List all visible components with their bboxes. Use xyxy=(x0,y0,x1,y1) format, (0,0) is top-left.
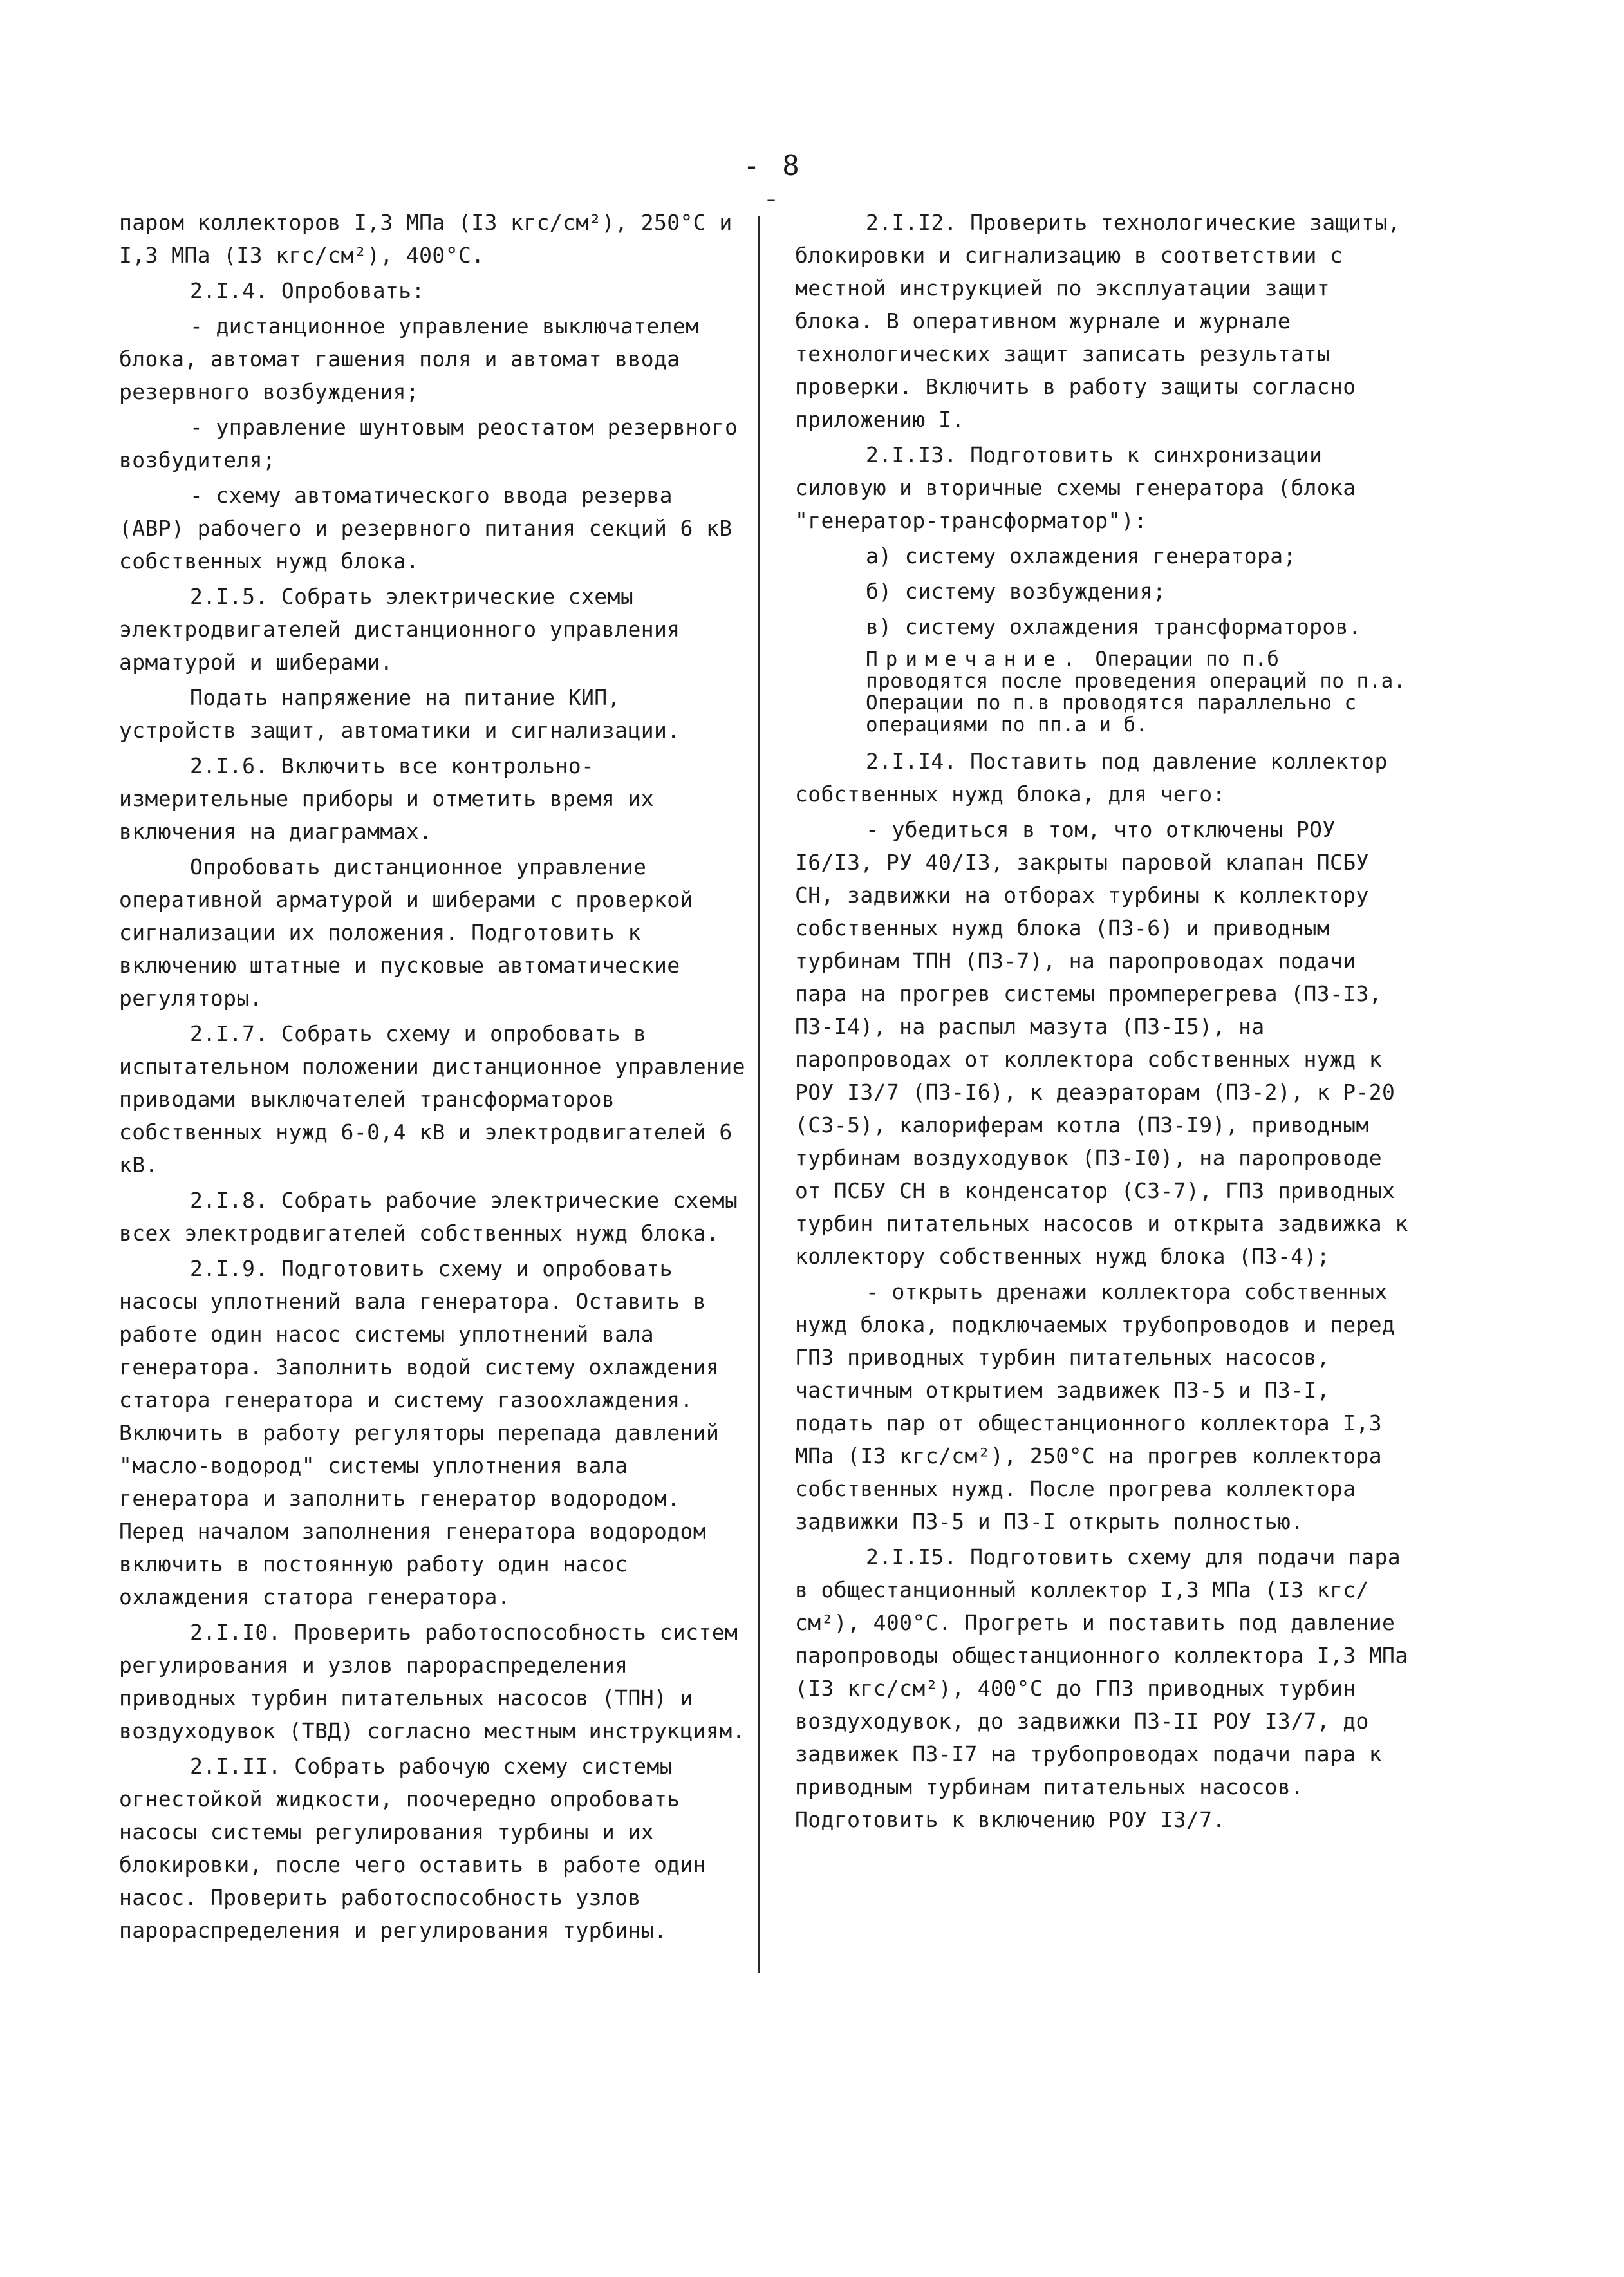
paragraph: 2.I.8. Собрать рабочие электрические схемы всех электродвигателей собственных нужд блока. xyxy=(119,1188,738,1246)
paragraph: 2.I.9. Подготовить схему и опробовать насосы уплотнений вала генератора. Оставить в работе один насос системы уплотнений вала генератора. Заполнить водой систему охлаждения статора генератора и систему газоохлаждения. Включить в работу регуляторы перепада давлений "масло-водород" системы уплотнения вала генератора и заполнить генератор водородом. Перед началом заполнения генератора водородом включить в постоянную работу один насос охлаждения статора генератора. xyxy=(119,1256,720,1609)
paragraph: паром коллекторов I,3 МПа (I3 кгс/см²), 250°С и I,3 МПа (I3 кгс/см²), 400°С. xyxy=(119,210,733,268)
list-item: в) систему охлаждения трансформаторов. xyxy=(866,614,1362,639)
paragraph: Подать напряжение на питание КИП, устройств защит, автоматики и сигнализации. xyxy=(119,685,680,743)
paragraph: 2.I.I0. Проверить работоспособность систем регулирования и узлов парораспределения приводных турбин питательных насосов (ТПН) и воздуходувок (ТВД) согласно местным инструкциям. xyxy=(119,1620,745,1743)
paragraph: 2.I.5. Собрать электрические схемы электродвигателей дистанционного управления арматурой и шиберами. xyxy=(119,584,680,675)
paragraph: - управление шунтовым реостатом резервного возбудителя; xyxy=(119,415,738,473)
paragraph: 2.I.6. Включить все контрольно-измерительные приборы и отметить время их включения на диаграммах. xyxy=(119,753,654,844)
paragraph: - убедиться в том, что отключены РОУ I6/I3, РУ 40/I3, закрыты паровой клапан ПСБУ СН, задвижки на отборах турбины к коллектору собственных нужд блока (ПЗ-6) и приводным турбинам ТПН (ПЗ-7), на паропроводах подачи пара на прогрев системы промперегрева (ПЗ-I3, ПЗ-I4), на распыл мазута (ПЗ-I5), на паропроводах от коллектора собственных нужд к РОУ I3/7 (ПЗ-I6), к деаэраторам (ПЗ-2), к Р-20 (СЗ-5), калориферам котла (ПЗ-I9), приводным турбинам воздуходувок (ПЗ-I0), на паропроводе от ПСБУ СН в конденсатор (СЗ-7), ГПЗ приводных турбин питательных насосов и открыта задвижка к коллектору собственных нужд блока (ПЗ-4); xyxy=(795,817,1408,1269)
note-label: Примечание. xyxy=(866,648,1083,671)
paragraph: - открыть дренажи коллектора собственных нужд блока, подключаемых трубопроводов и перед ГПЗ приводных турбин питательных насосов, частичным открытием задвижек ПЗ-5 и ПЗ-I, подать пар от общестанционного коллектора I,3 МПа (I3 кгс/см²), 250°С на прогрев коллектора собственных нужд. После прогрева коллектора задвижки ПЗ-5 и ПЗ-I открыть полностью. xyxy=(795,1279,1395,1534)
paragraph: 2.I.I2. Проверить технологические защиты, блокировки и сигнализацию в соответствии с местной инструкцией по эксплуатации защит блока. В оперативном журнале и журнале технологических защит записать результаты проверки. Включить в работу защиты согласно приложению I. xyxy=(795,210,1401,432)
note-text: Операции по п.б проводятся после проведения операций по п.а. Операции по п.в проводятся параллельно с операциями по пп.а и б. xyxy=(866,648,1406,736)
column-divider xyxy=(758,216,760,1973)
paragraph: 2.I.I5. Подготовить схему для подачи пара в общестанционный коллектор I,3 МПа (I3 кгс/см²), 400°С. Прогреть и поставить под давление паропроводы общестанционного коллектора I,3 МПа (I3 кгс/см²), 400°С до ГПЗ приводных турбин воздуходувок, до задвижки ПЗ-II РОУ I3/7, до задвижек ПЗ-I7 на трубопроводах подачи пара к приводным турбинам питательных насосов. Подготовить к включению РОУ I3/7. xyxy=(795,1544,1408,1832)
paragraph: - дистанционное управление выключателем блока, автомат гашения поля и автомат ввода резервного возбуждения; xyxy=(119,314,699,404)
paragraph: 2.I.I3. Подготовить к синхронизации силовую и вторичные схемы генератора (блока "генератор-трансформатор"): xyxy=(795,442,1356,533)
paragraph: Опробовать дистанционное управление оперативной арматурой и шиберами с проверкой сигнализации их положения. Подготовить к включению штатные и пусковые автоматические регуляторы. xyxy=(119,854,693,1011)
paragraph: 2.I.4. Опробовать: xyxy=(190,278,425,303)
paragraph: 2.I.7. Собрать схему и опробовать в испытательном положении дистанционное управление приводами выключателей трансформаторов собственных нужд 6-0,4 кВ и электродвигателей 6 кВ. xyxy=(119,1021,745,1177)
paragraph: 2.I.II. Собрать рабочую схему системы огнестойкой жидкости, поочередно опробовать насосы системы регулирования турбины и их блокировки, после чего оставить в работе один насос. Проверить работоспособность узлов парораспределения и регулирования турбины. xyxy=(119,1754,707,1943)
left-column xyxy=(119,206,747,1949)
page-number: - 8 - xyxy=(743,149,802,215)
list-item: б) систему возбуждения; xyxy=(866,579,1166,604)
paragraph: - схему автоматического ввода резерва (АВР) рабочего и резервного питания секций 6 кВ собственных нужд блока. xyxy=(119,483,733,574)
right-column xyxy=(795,206,1413,1839)
list-item: а) систему охлаждения генератора; xyxy=(866,543,1296,568)
paragraph: 2.I.I4. Поставить под давление коллектор собственных нужд блока, для чего: xyxy=(795,749,1388,807)
note-block xyxy=(866,648,1413,736)
